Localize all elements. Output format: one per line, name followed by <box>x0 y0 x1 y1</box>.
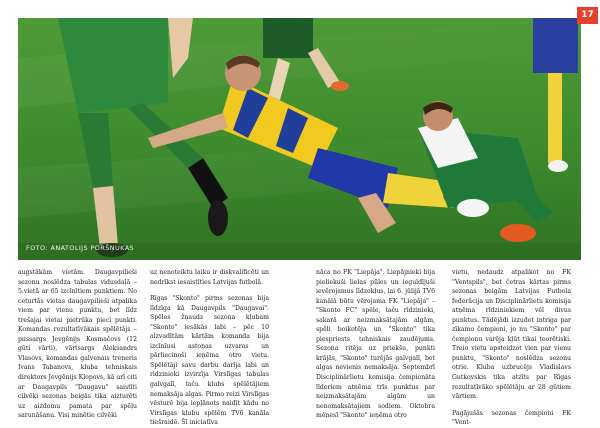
text-column-1 <box>18 268 137 421</box>
paragraph: vietu, nedaudz atpalikot no FK "Ventspils", bet četras kārtas pirms sezonas beigām Latvijas Futbola federācija un Disciplinārlietu komisija atņēma rīdziniekiem vēl divus punktus. Tādējādi izzudot intriga par zīkamo čempioni, jo nu "Skonto" par čempionu varēja kļūt tikai teorētiski. Treio vietu apsteidzot vien par vienu punktu, "Skonto" noslēdza sezonu otrie. Kluba uzbrucējs Vladislavs Gutkovskis tika atzīts par Rīgas rezultatīvāko spēlētāju ar 28 gūtiem vārtiem. <box>452 269 571 401</box>
paragraph: augstākām vietām. Daugavpilieši sezonu noslēdza tabulas vidusdaļā – 5.vietā ar 65 izcīnītiem punktiem. No ceturtās vietas daugavpilieši atpalika viem par vienu punktu, bet līdz trešajai vietai pietrūka pieci punkti. Komandas rezultatīvākais spēlētājs – pussargs Jevgēnijs Kosmačovs (12 gūti vārti), vārtsargs Aleksandrs Vlasovs, komandas galvenais treneris Ivans Tabanovs, kluba tehniskais direktors Jevgēnijs Klopovs, kā arī citi ar Daugavpils "Daugavu" saistīti cilvēki sezonas beigās tika aizturēti uz aizdomu pamata par spēļu sarunāšanu. Visi minētie cilvēki <box>18 269 137 420</box>
page-number: 17 <box>577 7 598 24</box>
football-tackle-illustration <box>18 18 581 260</box>
football-match-photo <box>18 18 581 260</box>
paragraph: nāca no FK "Liepāja". Liepājnieki bija pieliekuši lielas pūles un ieguldījuši ievērojamus līdzekļus, lai 6. jūlijā TV6 kanālā būtu vērojama FK "Liepāja" – "Skonto FC" spēle, taču rīdzinieki, sakarā ar neizmaksātajām algām, spēli boikotēja un "Skonto" tika piespriests tehniskais zaudējums. Sezona ritēja uz priekšu, punkti krājās, "Skonto" turējās galvgalī, bet algas nevienis nemaksāja. Septembrī Disciplinārlietu komisija čempionāta līderiem atņēma trīs punktus par neizmaksātajām algām un nenomaksātajiem sodiem. Oktobra mēnesī "Skonto" ieņēma otro <box>316 269 435 420</box>
paragraph: Pagājušās sezonas čempioni FK "Vent- <box>452 409 571 427</box>
text-column-4 <box>452 268 571 428</box>
photo-credit: FOTO: ANATOLIJS PORŠŅUKAS <box>26 244 135 252</box>
text-column-2 <box>150 268 269 428</box>
paragraph: uz nenoteiktu laiku ir diskvalificēti un nedrīkst iesaistīties Latvijas futbolā. <box>150 269 269 286</box>
text-column-3 <box>316 268 435 421</box>
paragraph: Rīgas "Skonto" pirms sezonas bija līdzīga kā Daugavpils "Daugavai". Spēles žņaudz sezona klubam "Skonto" iesākās labi – pēc 10 aizvadītām kārtām komanda bija izcīnīusi astoņas uzvaras un pārliecinoši ieņēma otro vietu. Spēlētāji savu darbu darīja labi un ridzinieki izvirzīja Virslīgas tabulas galvgalī, taču klubs spēlētājiem nemaksāja algas. Pirmo reizi Virslīgas vēsturē bija iepļānots naidīt kādu no Virslīgas klubu spēlēm TV6 kanāla tiešraidē. Šī iniciatīva <box>150 295 269 427</box>
